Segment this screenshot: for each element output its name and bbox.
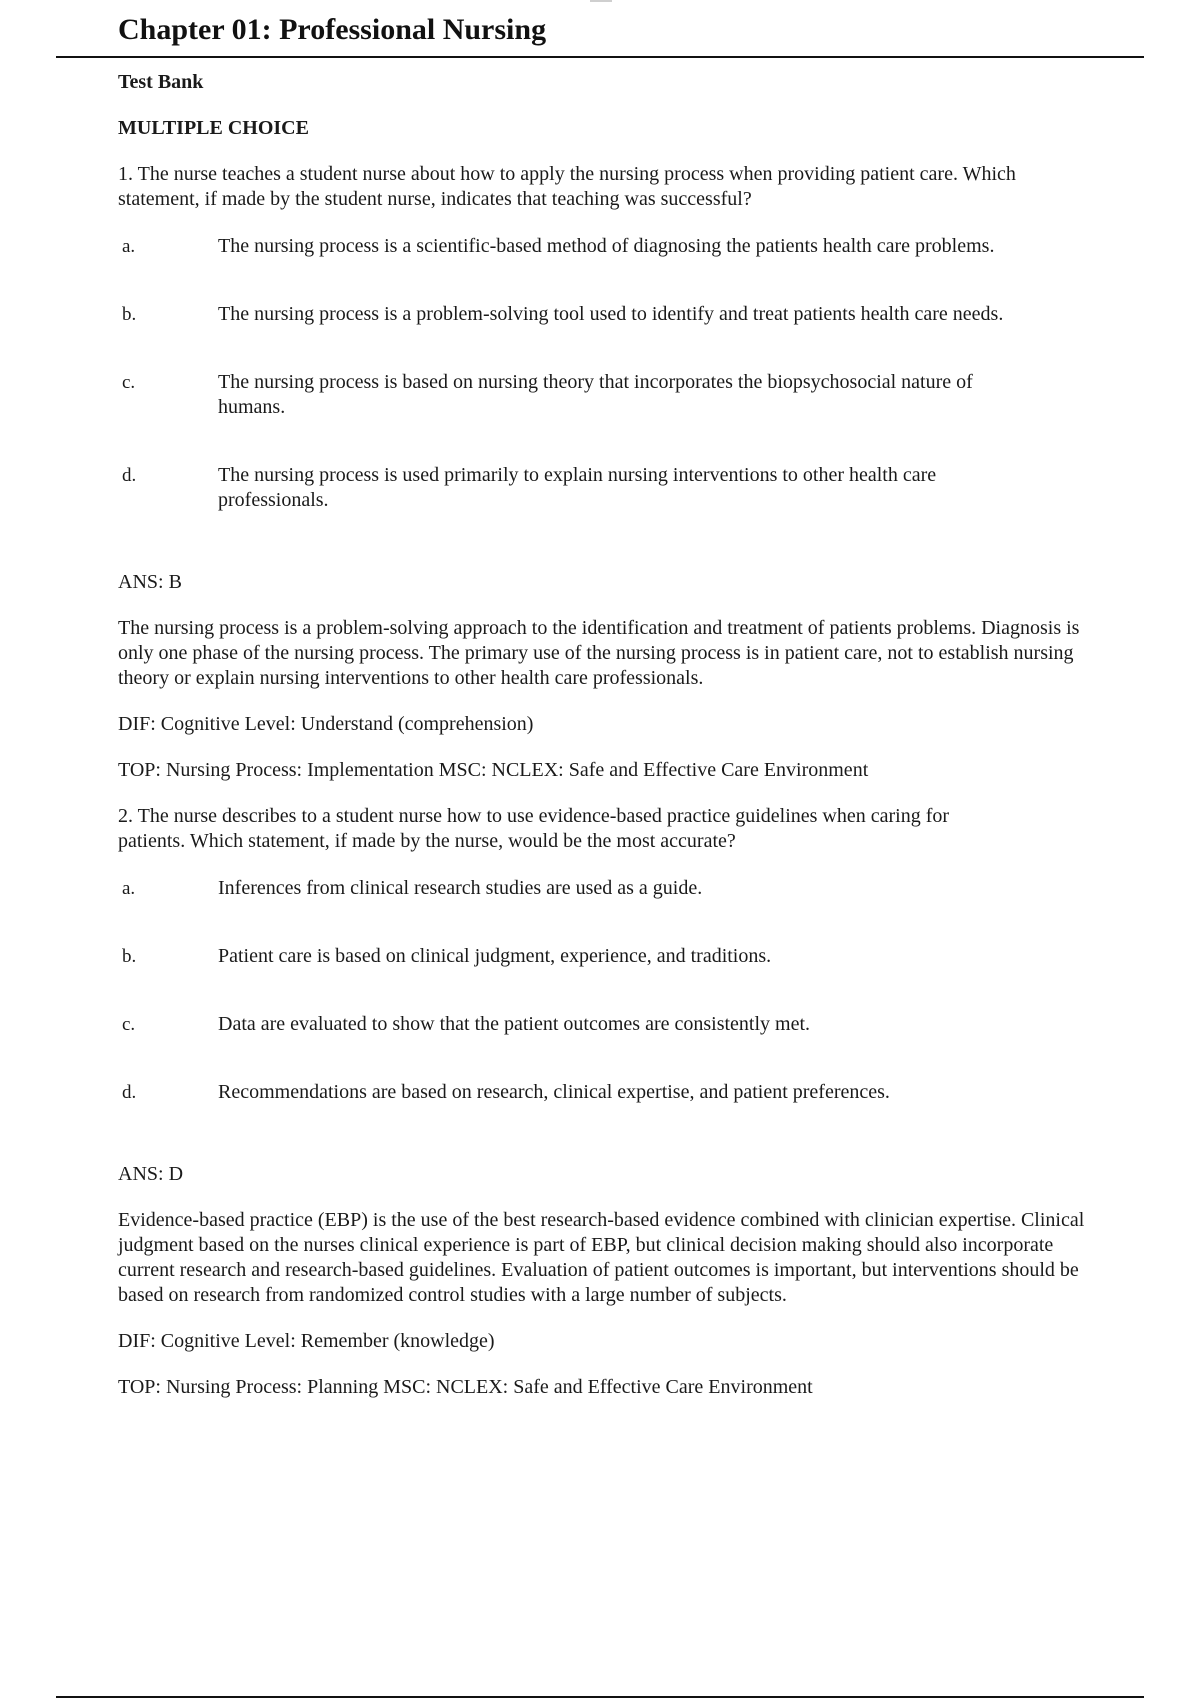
section-heading: MULTIPLE CHOICE [118,117,309,139]
option-letter: c. [122,1014,136,1035]
answer-option-a [118,876,1118,944]
answer-option-d [118,1080,1118,1148]
difficulty-level: DIF: Cognitive Level: Understand (comprehension) [118,713,534,735]
option-letter: a. [122,878,136,899]
question-block-2 [118,804,1118,1400]
option-text: The nursing process is based on nursing theory that incorporates the biopsychosocial nature of humans. [218,371,973,418]
option-text: The nursing process is used primarily to explain nursing interventions to other health care professionals. [218,464,937,511]
option-text: Data are evaluated to show that the patient outcomes are consistently met. [218,1013,811,1035]
answer-option-b [118,944,1118,1012]
option-letter: b. [122,946,137,967]
option-text: Patient care is based on clinical judgment, experience, and traditions. [218,945,772,967]
option-text: The nursing process is a problem-solving tool used to identify and treat patients health care needs. [218,303,1004,325]
topic-info: TOP: Nursing Process: Implementation MSC: NCLEX: Safe and Effective Care Environment [118,759,869,781]
option-letter: b. [122,304,137,325]
option-letter: d. [122,1082,137,1103]
difficulty-level: DIF: Cognitive Level: Remember (knowledge) [118,1330,495,1352]
answer-option-c [118,370,1118,463]
option-letter: c. [122,372,136,393]
answer-option-a [118,234,1118,302]
answer-options [118,876,1118,1148]
rationale: Evidence-based practice (EBP) is the use of the best research-based evidence combined with clinician expertise. Clinical judgment based on the nurses clinical experience is part of EBP, but clinical decision making should also incorporate current research and research-based guidelines. Evaluation of patient outcomes is important, but interventions should be based on research from randomized control studies with a large number of subjects. [118,1209,1085,1306]
header-divider [56,56,1144,58]
question-stem: 2. The nurse describes to a student nurse how to use evidence-based practice guidelines when caring for patients. Which statement, if made by the nurse, would be the most accurate? [118,805,950,852]
rationale: The nursing process is a problem-solving approach to the identification and treatment of patients problems. Diagnosis is only one phase of the nursing process. The primary use of the nursing process is in patient care, not to establish nursing theory or explain nursing interventions to other health care professionals. [118,617,1080,689]
option-letter: a. [122,236,136,257]
footer-divider [56,1696,1144,1698]
answer-option-b [118,302,1118,370]
top-edge-mark [590,0,612,2]
question-stem: 1. The nurse teaches a student nurse about how to apply the nursing process when providing patient care. Which statement, if made by the student nurse, indicates that teaching was successful? [118,163,1016,210]
page-header [118,8,1118,52]
answer-option-c [118,1012,1118,1080]
question-block-1 [118,162,1118,783]
option-text: Recommendations are based on research, clinical expertise, and patient preferences. [218,1081,890,1103]
topic-info: TOP: Nursing Process: Planning MSC: NCLEX: Safe and Effective Care Environment [118,1376,813,1398]
page-content [118,70,1118,1400]
answer-option-d [118,463,1118,556]
option-text: Inferences from clinical research studies are used as a guide. [218,877,703,899]
answer-key: ANS: B [118,571,182,593]
answer-key: ANS: D [118,1163,184,1185]
test-bank-label: Test Bank [118,71,204,93]
chapter-title: Chapter 01: Professional Nursing [118,13,547,46]
answer-options [118,234,1118,556]
option-letter: d. [122,465,137,486]
option-text: The nursing process is a scientific-based method of diagnosing the patients health care problems. [218,235,995,257]
